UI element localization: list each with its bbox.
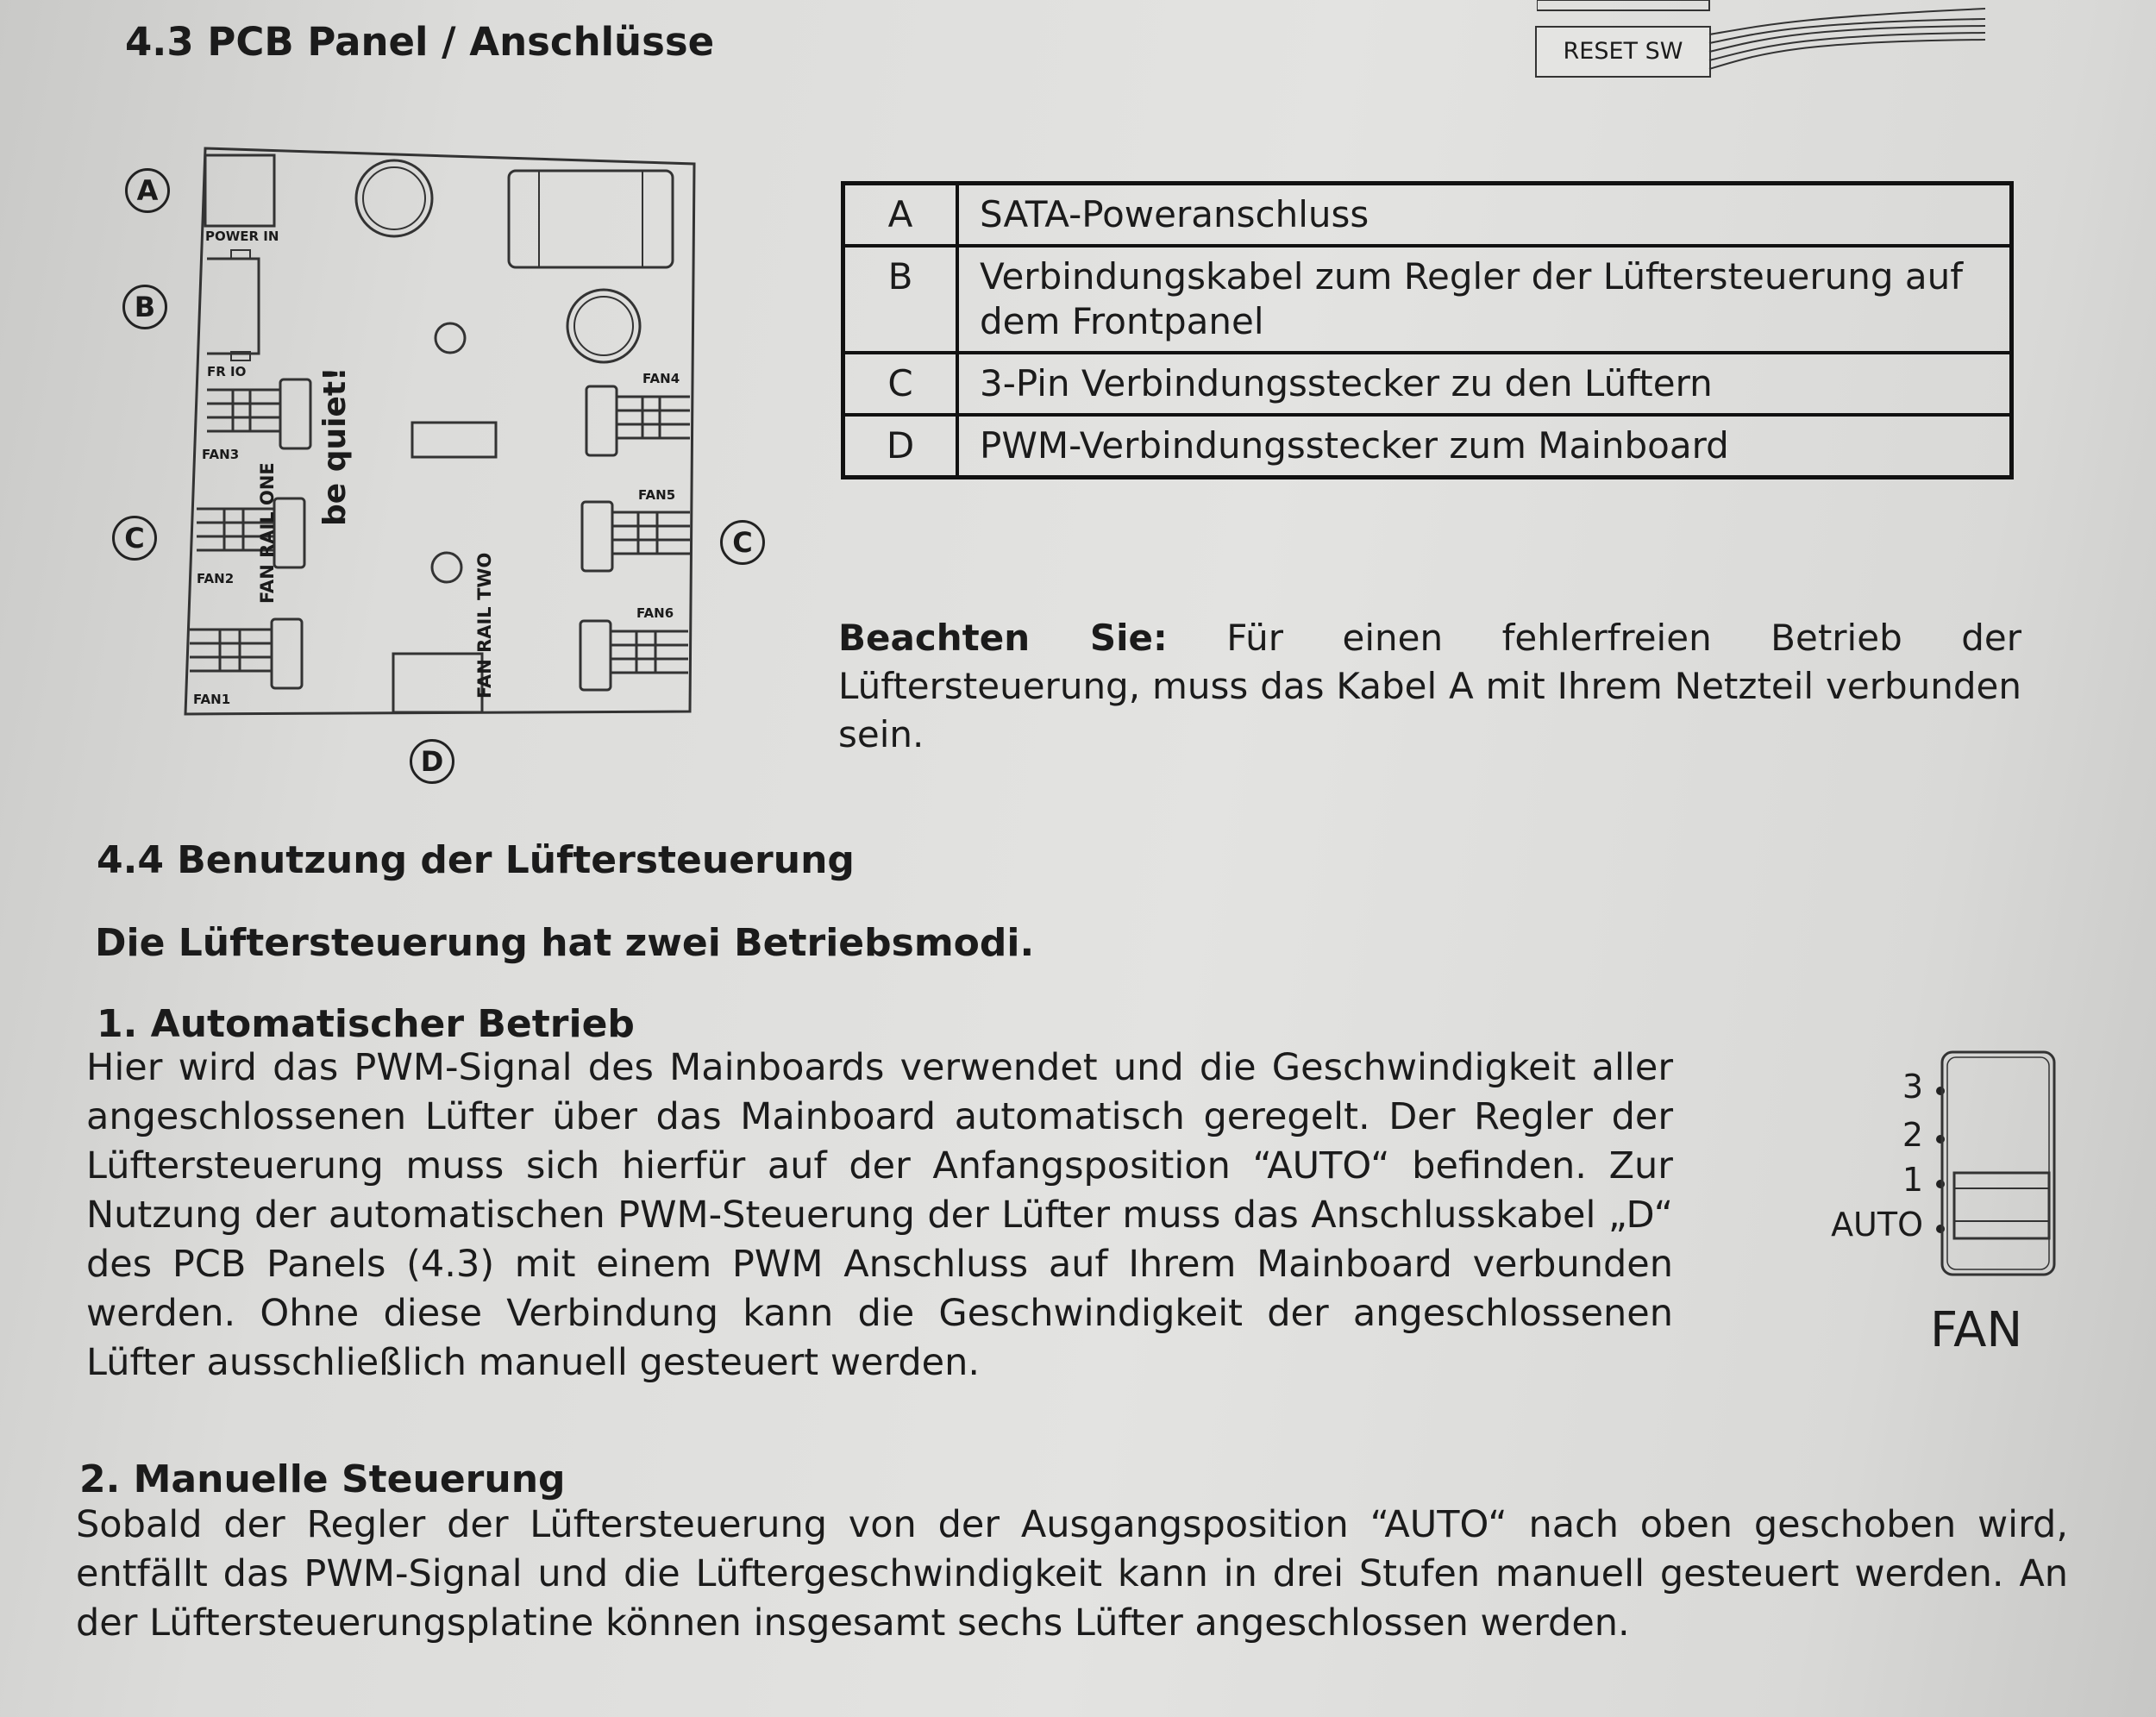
reset-switch-label: RESET SW [1535,26,1711,78]
silk-fan3: FAN3 [202,447,240,462]
modes-intro: Die Lüftersteuerung hat zwei Betriebsmodi. [95,921,1035,965]
power-note [838,614,2021,759]
table-row [843,415,2012,478]
label-c-right: C [720,520,765,565]
silk-fan5: FAN5 [638,487,676,503]
note-text: Für einen fehlerfreien Betrieb der Lüftersteuerung, muss das Kabel A mit Ihrem Netzteil verbunden sein. [838,617,2021,755]
switch-caption-fan: FAN [1930,1302,2023,1358]
silk-fan1: FAN1 [193,692,231,707]
silk-rail-two: FAN RAIL TWO [474,552,495,699]
connector-legend-table [841,181,2014,479]
legend-text: SATA-Poweranschluss [957,184,2012,247]
legend-key: B [843,246,958,353]
switch-level-1: 1 [1902,1161,1923,1199]
silk-fan2: FAN2 [197,571,235,586]
mode2-text: Sobald der Regler der Lüftersteuerung von der Ausgangsposition “AUTO“ nach oben geschoben wird, entfällt das PWM-Signal und die Lüftergeschwindigkeit kann in drei Stufen manuell gesteuert werden. An der Lüftersteuerungsplatine können insgesamt sechs Lüfter angeschlossen werden. [76,1503,2068,1645]
silk-fan4: FAN4 [642,371,680,386]
section-title-pcb-panel: 4.3 PCB Panel / Anschlüsse [125,19,715,65]
label-a: A [125,168,170,213]
legend-key: A [843,184,958,247]
section-title-usage: 4.4 Benutzung der Lüftersteuerung [97,838,855,882]
switch-level-3: 3 [1902,1068,1923,1106]
note-lead: Beachten Sie: [838,617,1168,659]
legend-text: PWM-Verbindungsstecker zum Mainboard [957,415,2012,478]
legend-key: C [843,353,958,415]
switch-level-2: 2 [1902,1116,1923,1154]
mode1-title: 1. Automatischer Betrieb [97,1002,635,1046]
silk-fan6: FAN6 [636,605,674,621]
reset-cable-lines [1537,0,1994,78]
silk-power-in: POWER IN [205,229,279,244]
label-d: D [410,739,454,784]
switch-slider-icon [1915,1043,2070,1285]
table-row [843,353,2012,415]
label-c-left: C [112,516,157,561]
silk-fr-io: FR IO [207,364,247,379]
silk-rail-one: FAN RAIL ONE [257,462,278,604]
fan-switch-diagram [1751,1043,2078,1371]
legend-text: Verbindungskabel zum Regler der Lüftersteuerung auf dem Frontpanel [957,246,2012,353]
label-b: B [122,285,167,329]
legend-key: D [843,415,958,478]
legend-text: 3-Pin Verbindungsstecker zu den Lüftern [957,353,2012,415]
switch-level-auto: AUTO [1831,1206,1923,1244]
brand-logo: be quiet! [317,367,353,526]
mode1-text: Hier wird das PWM-Signal des Mainboards verwendet und die Geschwindigkeit aller angeschlossenen Lüfter über das Mainboard automatisch geregelt. Der Regler der Lüftersteuerung muss sich hierfür auf der Anfangsposition “AUTO“ befinden. Zur Nutzung der automatischen PWM-Steuerung der Lüfter muss das Anschlusskabel „D“ des PCB Panels (4.3) mit einem PWM Anschluss auf Ihrem Mainboard verbunden werden. Ohne diese Verbindung kann die Geschwindigkeit der angeschlossenen Lüfter ausschließlich manuell gesteuert werden. [86,1046,1673,1384]
table-row [843,184,2012,247]
table-row [843,246,2012,353]
pcb-diagram [103,138,793,793]
mode2-title: 2. Manuelle Steuerung [79,1457,566,1501]
